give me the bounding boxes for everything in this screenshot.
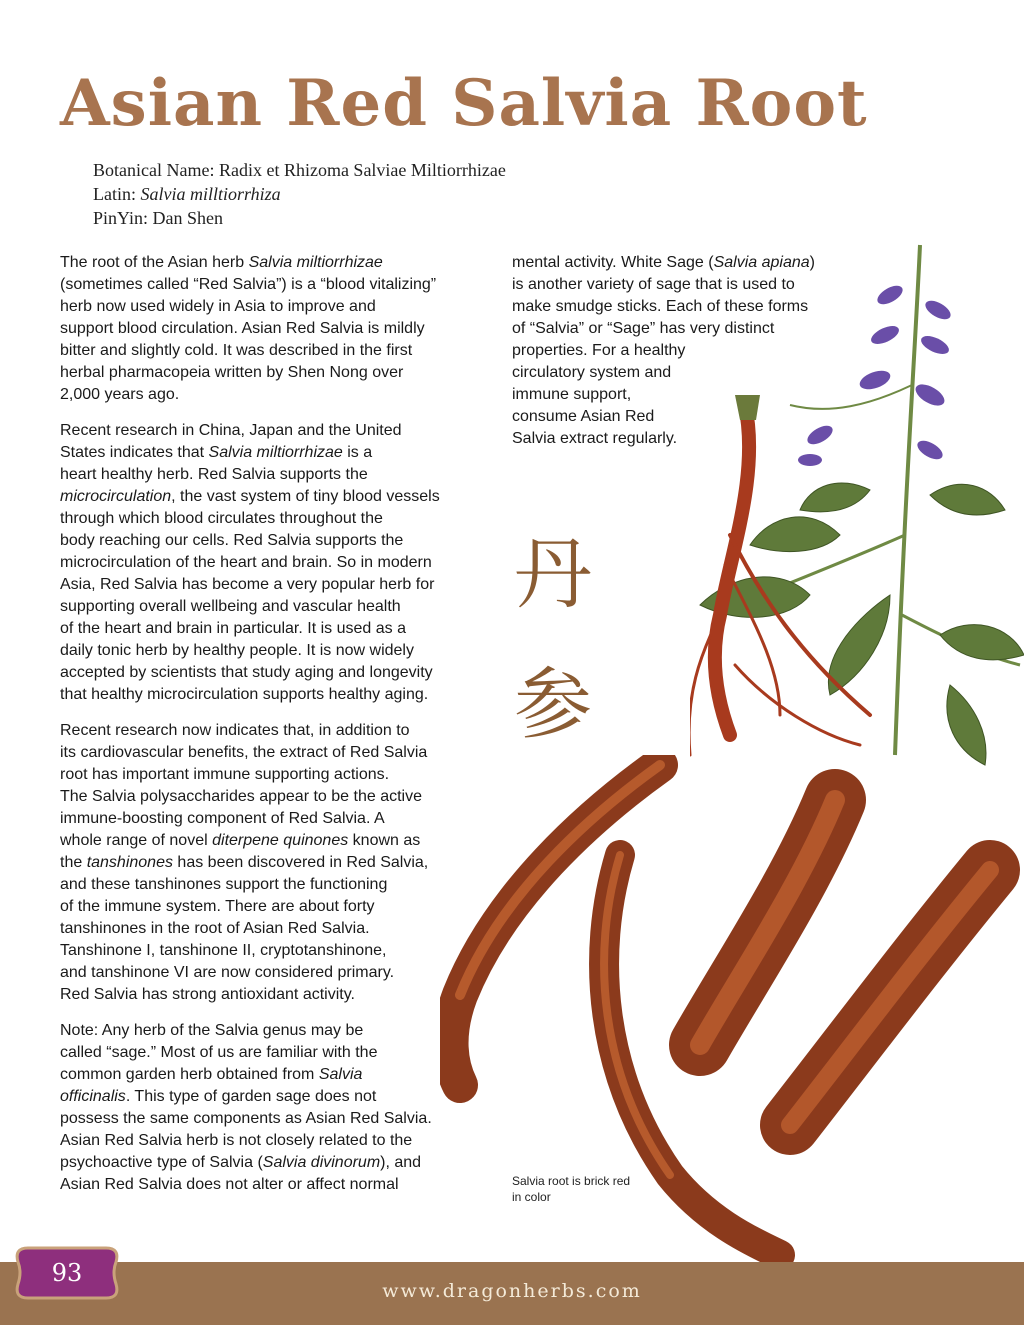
chinese-characters: [514, 510, 592, 770]
paragraph-intro: The root of the Asian herb Salvia miltiorrhizae (sometimes called “Red Salvia”) is a “blood vitalizing” herb now used widely in Asia to improve and support blood circulation. Asian Red Salvia is mildly bitter and slightly cold. It was described in the first herbal pharmacopeia written by Shen Nong over 2,000 years ago.: [60, 254, 437, 403]
paragraph-continued: mental activity. White Sage (Salvia apiana) is another variety of sage that is used to make smudge sticks. Each of these forms of “Salvia” or “Sage” has very distinct properties. For a healthy circulatory system and immune support, consume Asian Red Salvia extract regularly.: [512, 254, 815, 447]
salvia-plant-illustration: [690, 235, 1024, 770]
latin-name: Latin: Salvia milltiorrhiza: [93, 184, 281, 204]
page-number: 93: [51, 1259, 83, 1287]
paragraph-note: Note: Any herb of the Salvia genus may be called “sage.” Most of us are familiar with the common garden herb obtained from Salvia officinalis. This type of garden sage does not possess the same components as Asian Red Salvia. Asian Red Salvia herb is not closely related to the psychoactive type of Salvia (Salvia divinorum), and Asian Red Salvia does not alter or affect normal: [60, 1022, 432, 1193]
paragraph-immune: Recent research now indicates that, in addition to its cardiovascular benefits, the extract of Red Salvia root has important immune supporting actions. The Salvia polysaccharides appear to be the active immune-boosting component of Red Salvia. A whole range of novel diterpene quinones known as the tanshinones has been discovered in Red Salvia, and these tanshinones support the functioning of the immune system. There are about forty tanshinones in the root of Asian Red Salvia. Tanshinone I, tanshinone II, cryptotanshinone, and tanshinone VI are now considered primary. Red Salvia has strong antioxidant activity.: [60, 722, 429, 1003]
chinese-char-shen: 参: [514, 660, 593, 750]
photo-caption: Salvia root is brick red in color: [512, 1174, 631, 1204]
botanical-names: [93, 158, 506, 230]
botanical-name: Botanical Name: Radix et Rhizoma Salviae Miltiorrhizae: [93, 160, 506, 180]
left-column: [60, 252, 480, 1210]
chinese-char-dan: 丹: [514, 530, 593, 620]
page-title: Asian Red Salvia Root: [60, 66, 868, 141]
paragraph-research: Recent research in China, Japan and the United States indicates that Salvia miltiorrhizae is a heart healthy herb. Red Salvia supports the microcirculation, the vast system of tiny blood vessels through which blood circulates throughout the body reaching our cells. Red Salvia supports the microcirculation of the heart and brain. So in modern Asia, Red Salvia has become a very popular herb for supporting overall wellbeing and vascular health of the heart and brain in particular. It is used as a daily tonic herb by healthy people. It is now widely accepted by scientists that study aging and longevity that healthy microcirculation supports healthy aging.: [60, 422, 440, 703]
footer-url: www.dragonherbs.com: [382, 1280, 642, 1302]
pinyin-name: PinYin: Dan Shen: [93, 208, 224, 228]
